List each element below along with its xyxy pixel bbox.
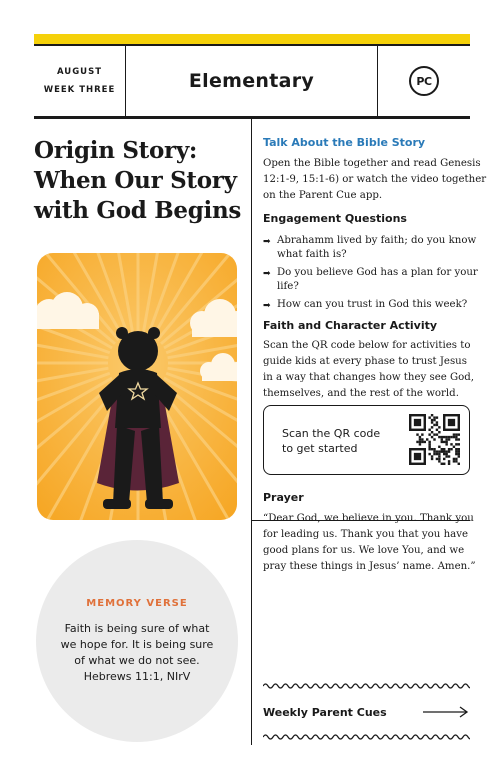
qr-instructions xyxy=(282,426,380,456)
activity-line: in a way that changes how they see God, xyxy=(263,372,475,383)
verse-line: of what we do not see. xyxy=(74,653,200,667)
engagement-item xyxy=(263,234,477,262)
month-label: AUGUST xyxy=(56,67,103,77)
weekly-parent-cues-link[interactable] xyxy=(263,703,470,721)
engagement-item xyxy=(263,266,478,294)
activity-body xyxy=(263,338,473,402)
memory-verse-text xyxy=(61,621,214,685)
engagement-item xyxy=(263,298,473,312)
prayer-body xyxy=(263,511,476,575)
weekly-parent-cues-label: Weekly Parent Cues xyxy=(263,705,387,719)
page-title: Elementary xyxy=(188,70,315,92)
wavy-divider-top xyxy=(263,682,470,690)
verse-line: we hope for. It is being sure xyxy=(60,637,214,651)
engagement-item-line: Abrahamm lived by faith; do you know xyxy=(277,235,477,246)
prayer-line: pray these things in Jesus’ name. Amen.” xyxy=(263,561,476,572)
engagement-item-line: How can you trust in God this week? xyxy=(277,299,468,310)
qr-code-card[interactable] xyxy=(263,405,470,475)
header-bottom-rule xyxy=(34,116,470,119)
prayer-heading: Prayer xyxy=(263,491,304,504)
talk-line: Open the Bible together and read Genesis xyxy=(263,158,481,169)
week-label: WEEK THREE xyxy=(43,85,116,95)
engagement-item-line: Do you believe God has a plan for your xyxy=(277,267,478,278)
logo-text: PC xyxy=(416,74,432,88)
engagement-list xyxy=(263,234,478,316)
arrow-right-icon: ➡ xyxy=(263,301,271,311)
activity-line: Scan the QR code below for activities to xyxy=(263,340,471,351)
activity-line: guide kids at every phase to trust Jesus xyxy=(263,356,467,367)
logo-cell xyxy=(378,46,470,116)
qr-instructions-line: Scan the QR code xyxy=(282,427,381,440)
superhero-kid-illustration xyxy=(37,253,237,520)
prayer-line: for leading us. Thank you that you have xyxy=(263,529,468,540)
prayer-line: good plans for us. We love You, and we xyxy=(263,545,465,556)
engagement-heading: Engagement Questions xyxy=(263,212,407,225)
lesson-title-line: When Our Story xyxy=(34,167,237,194)
lesson-title-line: with God Begins xyxy=(34,197,242,224)
engagement-item-line: life? xyxy=(277,281,299,292)
lesson-title xyxy=(34,136,248,226)
title-cell xyxy=(126,46,378,116)
arrow-right-icon: ➡ xyxy=(263,269,271,279)
talk-line: on the Parent Cue app. xyxy=(263,190,383,201)
lesson-title-line: Origin Story: xyxy=(34,137,198,164)
talk-body xyxy=(263,156,487,204)
talk-heading: Talk About the Bible Story xyxy=(263,136,426,149)
verse-line: Faith is being sure of what xyxy=(64,621,210,635)
engagement-item-line: what faith is? xyxy=(277,249,347,260)
memory-verse-card xyxy=(36,540,238,742)
arrow-right-icon xyxy=(422,706,470,718)
page-header xyxy=(34,46,470,116)
date-cell xyxy=(34,46,126,116)
column-divider xyxy=(251,119,252,745)
talk-line: 12:1-9, 15:1-6) or watch the video together xyxy=(263,174,487,185)
qr-instructions-line: to get started xyxy=(282,442,358,455)
qr-code-icon[interactable] xyxy=(409,414,460,465)
top-accent-bar xyxy=(34,34,470,44)
verse-reference: Hebrews 11:1, NIrV xyxy=(83,669,191,683)
activity-line: themselves, and the rest of the world. xyxy=(263,388,459,399)
parent-cue-logo xyxy=(409,66,439,96)
activity-heading: Faith and Character Activity xyxy=(263,319,438,332)
wavy-divider-bottom xyxy=(263,733,470,741)
arrow-right-icon: ➡ xyxy=(263,237,271,247)
prayer-line: “Dear God, we believe in you. Thank you xyxy=(263,513,474,524)
memory-verse-label: MEMORY VERSE xyxy=(86,597,188,609)
